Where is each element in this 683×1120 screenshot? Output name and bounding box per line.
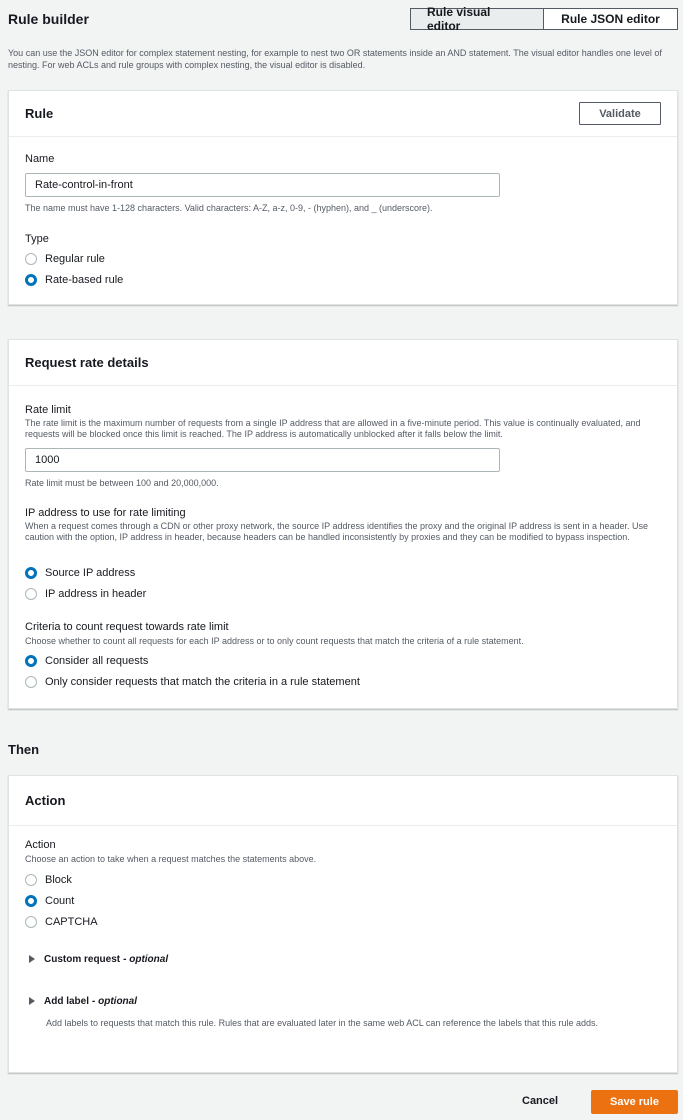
radio-unchecked-icon — [25, 253, 37, 265]
request-rate-card-header — [9, 340, 677, 386]
radio-checked-icon — [25, 567, 37, 579]
rule-name-hint: The name must have 1-128 characters. Valid characters: A-Z, a-z, 0-9, - (hyphen), and _ (underscore). — [25, 203, 433, 213]
radio-label: Only consider requests that match the criteria in a rule statement — [45, 676, 360, 688]
page-title: Rule builder — [8, 11, 89, 27]
name-label: Name — [25, 153, 55, 165]
radio-unchecked-icon — [25, 916, 37, 928]
radio-regular-rule[interactable] — [25, 251, 105, 267]
radio-block[interactable] — [25, 872, 72, 888]
request-rate-card — [8, 339, 678, 709]
radio-consider-all-requests[interactable] — [25, 653, 148, 669]
radio-unchecked-icon — [25, 676, 37, 688]
then-heading: Then — [8, 742, 40, 757]
ip-address-description: When a request comes through a CDN or other proxy network, the source IP address identifies the proxy and the original IP address is sent in a header. Use caution with the option, IP address in header, because headers can be handled inconsistently by proxies and they can be modified to bypass inspection. — [25, 521, 649, 542]
cancel-button[interactable]: Cancel — [522, 1095, 559, 1107]
expander-optional: - optional — [92, 995, 138, 1007]
radio-checked-icon — [25, 655, 37, 667]
rule-name-input[interactable]: Rate-control-in-front — [25, 173, 500, 197]
action-card-title: Action — [25, 793, 66, 808]
criteria-description: Choose whether to count all requests for each IP address or to only count requests that match the criteria of a rule statement. — [25, 636, 524, 646]
custom-request-expander[interactable] — [29, 952, 168, 966]
tab-rule-json-editor[interactable]: Rule JSON editor — [544, 8, 678, 30]
radio-only-matching-requests[interactable] — [25, 674, 360, 690]
radio-label: Block — [45, 874, 72, 886]
ip-address-label: IP address to use for rate limiting — [25, 507, 186, 519]
add-label-description: Add labels to requests that match this rule. Rules that are evaluated later in the same web ACL can reference the labels that this rule adds. — [46, 1018, 598, 1028]
radio-label: IP address in header — [45, 588, 147, 600]
rule-card — [8, 90, 678, 305]
expander-label: Add label — [44, 995, 90, 1007]
radio-captcha[interactable] — [25, 914, 98, 930]
rate-limit-input[interactable]: 1000 — [25, 448, 500, 472]
request-rate-card-title: Request rate details — [25, 355, 149, 370]
expander-optional: - optional — [123, 953, 169, 965]
action-label: Action — [25, 839, 56, 851]
caret-right-icon — [29, 997, 35, 1005]
radio-unchecked-icon — [25, 874, 37, 886]
radio-unchecked-icon — [25, 588, 37, 600]
expander-label: Custom request — [44, 953, 121, 965]
type-label: Type — [25, 233, 49, 245]
rule-builder-header — [8, 5, 678, 33]
radio-label: Rate-based rule — [45, 274, 124, 286]
radio-label: Regular rule — [45, 253, 105, 265]
action-description: Choose an action to take when a request matches the statements above. — [25, 854, 317, 864]
validate-button[interactable]: Validate — [579, 102, 661, 125]
action-card — [8, 775, 678, 1073]
editor-mode-toggle — [410, 5, 678, 33]
radio-count[interactable] — [25, 893, 74, 909]
radio-rate-based-rule[interactable] — [25, 272, 123, 288]
rate-limit-hint: Rate limit must be between 100 and 20,000,000. — [25, 478, 219, 488]
editor-intro-text: You can use the JSON editor for complex statement nesting, for example to nest two OR statements inside an AND statement. The visual editor handles one level of nesting. For web ACLs and rule groups with complex nesting, the visual editor is disabled. — [8, 48, 662, 70]
caret-right-icon — [29, 955, 35, 963]
radio-ip-address-in-header[interactable] — [25, 586, 146, 602]
rate-limit-description: The rate limit is the maximum number of requests from a single IP address that are allowed in a five-minute period. This value is continually evaluated, and requests will be blocked once this limit is reached. The IP address is automatically unblocked after it falls below the limit. — [25, 418, 641, 439]
radio-checked-icon — [25, 274, 37, 286]
radio-checked-icon — [25, 895, 37, 907]
add-label-expander[interactable] — [29, 994, 137, 1008]
tab-rule-visual-editor[interactable]: Rule visual editor — [410, 8, 544, 30]
rule-card-header — [9, 91, 677, 137]
radio-label: Count — [45, 895, 75, 907]
radio-label: Source IP address — [45, 567, 136, 579]
radio-label: Consider all requests — [45, 655, 149, 667]
radio-label: CAPTCHA — [45, 916, 98, 928]
action-card-header — [9, 776, 677, 826]
rate-limit-label: Rate limit — [25, 404, 71, 416]
save-rule-button[interactable]: Save rule — [591, 1090, 678, 1114]
radio-source-ip-address[interactable] — [25, 565, 135, 581]
criteria-label: Criteria to count request towards rate limit — [25, 621, 229, 633]
rule-card-title: Rule — [25, 106, 54, 121]
